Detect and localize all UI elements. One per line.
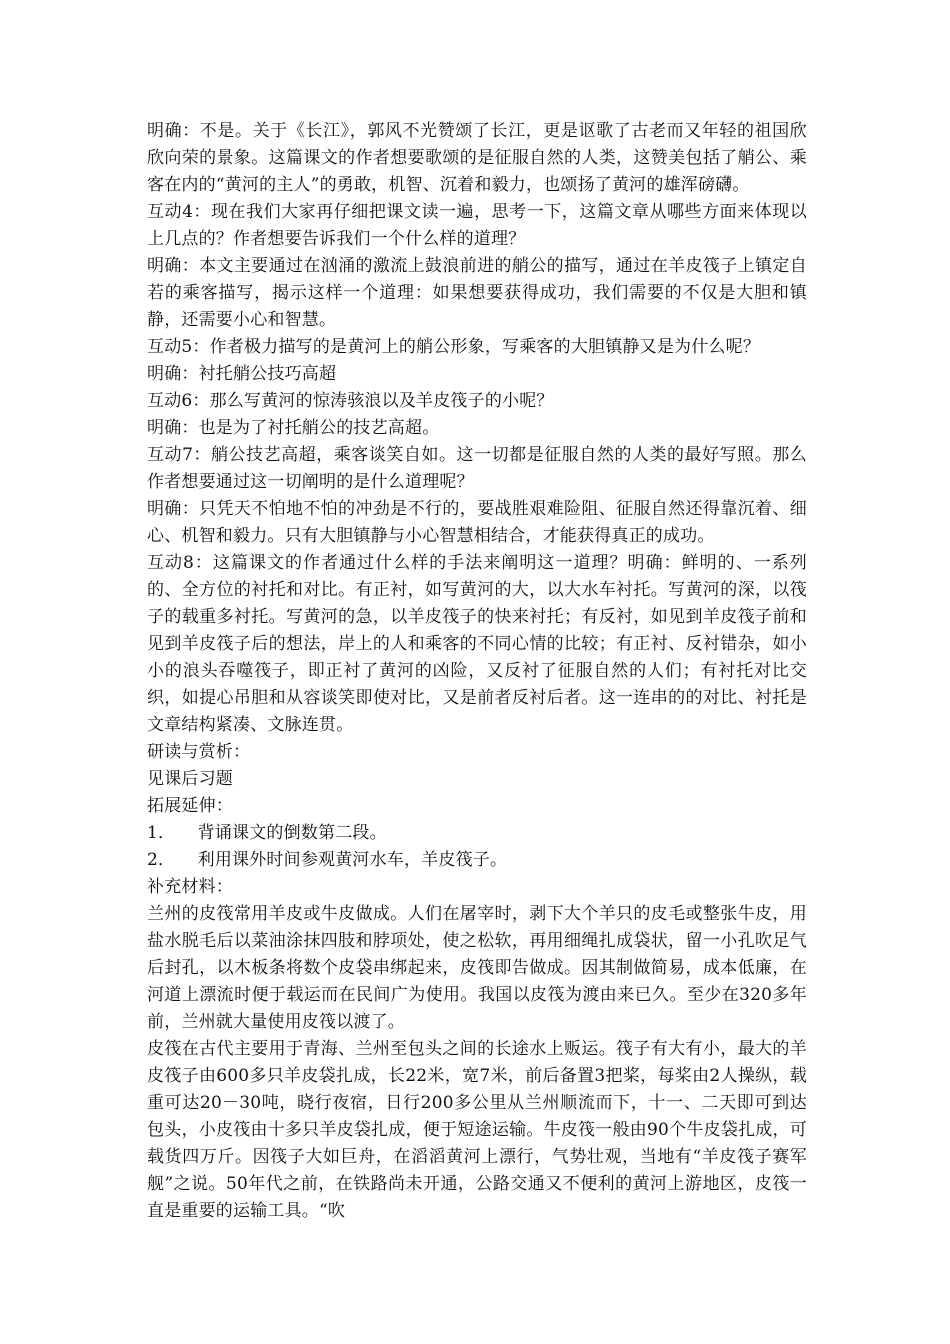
paragraph-interaction-6: 互动6：那么写黄河的惊涛骇浪以及羊皮筏子的小呢？ — [147, 391, 554, 411]
paragraph-interaction-7: 互动7：艄公技艺高超，乘客谈笑自如。这一切都是征服自然的人类的最好写照。那么作者想要通过这一切阐明的是什么道理呢？ — [147, 445, 807, 492]
paragraph-interaction-8: 互动8：这篇课文的作者通过什么样的手法来阐明这一道理？明确：鲜明的、一系列的、全方位的衬托和对比。有正衬，如写黄河的大，以大水车衬托。写黄河的深，以筏子的载重多衬托。写黄河的急，以羊皮筏子的快来衬托；有反衬，如见到羊皮筏子前和见到羊皮筏子后的想法，岸上的人和乘客的不同心情的比较；有正衬、反衬错杂，如小小的浪头吞噬筏子，即正衬了黄河的凶险，又反衬了征服自然的人们；有衬托对比交织，如提心吊胆和从容谈笑即使对比，又是前者反衬后者。这一连串的的对比、衬托是文章结构紧凑、文脉连贯。 — [147, 553, 807, 735]
paragraph-answer-6: 明确：也是为了衬托艄公的技艺高超。 — [147, 418, 440, 438]
section-heading-study: 研读与赏析： — [147, 742, 251, 762]
paragraph-answer-5: 明确：衬托艄公技巧高超 — [147, 364, 337, 384]
list-item-2: 2． 利用课外时间参观黄河水车，羊皮筏子。 — [147, 850, 508, 870]
section-heading-supplement: 补充材料： — [147, 877, 233, 897]
paragraph-supplement-1: 兰州的皮筏常用羊皮或牛皮做成。人们在屠宰时，剥下大个羊只的皮毛或整张牛皮，用盐水脱毛后以菜油涂抹四肢和脖项处，使之松软，再用细绳扎成袋状，留一小孔吹足气后封孔，以木板条将数个皮袋串绑起来，皮筏即告做成。因其制做简易，成本低廉，在河道上漂流时便于载运而在民间广为使用。我国以皮筏为渡由来已久。至少在320多年前，兰州就大量使用皮筏以渡了。 — [147, 904, 807, 1032]
paragraph-answer-4: 明确：本文主要通过在汹涌的激流上鼓浪前进的艄公的描写，通过在羊皮筏子上镇定自若的乘客描写，揭示这样一个道理：如果想要获得成功，我们需要的不仅是大胆和镇静，还需要小心和智慧。 — [147, 256, 807, 330]
paragraph-supplement-2: 皮筏在古代主要用于青海、兰州至包头之间的长途水上贩运。筏子有大有小，最大的羊皮筏子由600多只羊皮袋扎成，长22米，宽7米，前后备置3把桨，每桨由2人操纵，载重可达20－30吨，晓行夜宿，日行200多公里从兰州顺流而下，十一、二天即可到达包头，小皮筏由十多只羊皮袋扎成，便于短途运输。牛皮筏一般由90个牛皮袋扎成，可载货四万斤。因筏子大如巨舟，在滔滔黄河上漂行，气势壮观，当地有“羊皮筏子赛军舰”之说。50年代之前，在铁路尚未开通，公路交通又不便利的黄河上游地区，皮筏一直是重要的运输工具。“吹 — [147, 1039, 807, 1221]
list-item-1: 1． 背诵课文的倒数第二段。 — [147, 823, 387, 843]
paragraph-answer-3: 明确：不是。关于《长江》，郭风不光赞颂了长江，更是讴歌了古老而又年轻的祖国欣欣向荣的景象。这篇课文的作者想要歌颂的是征服自然的人类，这赞美包括了艄公、乘客在内的“黄河的主人”的勇敢，机智、沉着和毅力，也颂扬了黄河的雄浑磅礴。 — [147, 121, 807, 195]
paragraph-interaction-5: 互动5：作者极力描写的是黄河上的艄公形象，写乘客的大胆镇静又是为什么呢？ — [147, 337, 761, 357]
paragraph-answer-7: 明确：只凭天不怕地不怕的冲劲是不行的，要战胜艰难险阻、征服自然还得靠沉着、细心、机智和毅力。只有大胆镇静与小心智慧相结合，才能获得真正的成功。 — [147, 499, 807, 546]
document-body — [147, 118, 807, 1225]
section-heading-extension: 拓展延伸： — [147, 796, 233, 816]
paragraph-see-exercises: 见课后习题 — [147, 769, 233, 789]
paragraph-interaction-4: 互动4：现在我们大家再仔细把课文读一遍，思考一下，这篇文章从哪些方面来体现以上几点的？作者想要告诉我们一个什么样的道理？ — [147, 202, 807, 249]
